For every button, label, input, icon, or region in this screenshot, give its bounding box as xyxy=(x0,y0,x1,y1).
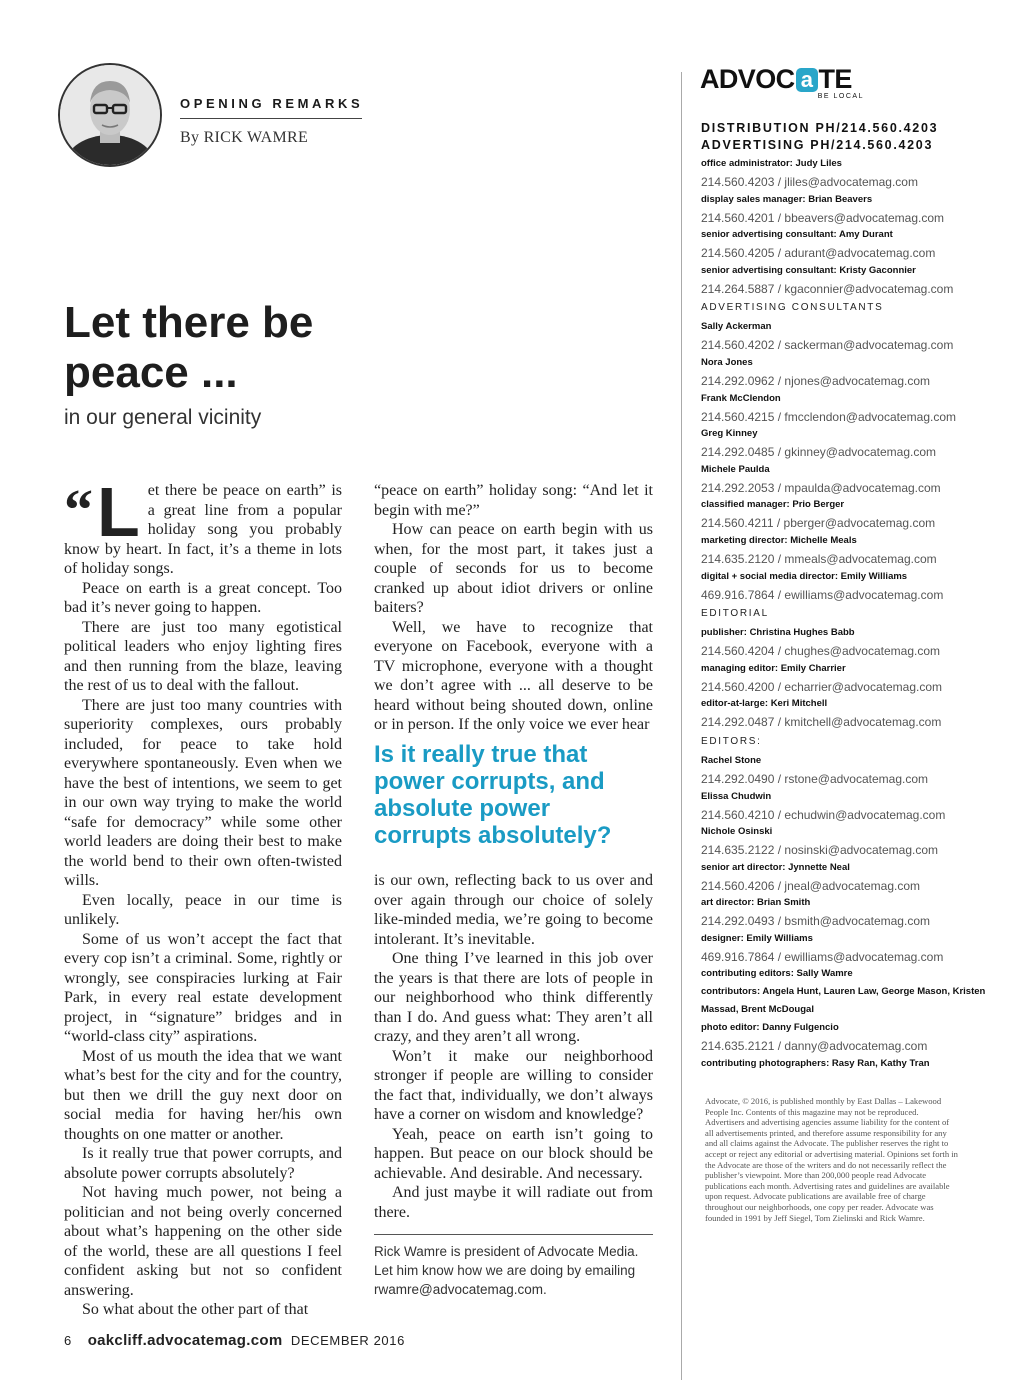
page-number: 6 xyxy=(64,1333,72,1348)
photo-editor: photo editor: Danny Fulgencio xyxy=(701,1022,839,1034)
section-divider xyxy=(180,118,362,119)
pull-quote: Is it really true that power corrupts, and absolute power corrupts absolutely? xyxy=(374,741,612,849)
paragraph: is our own, reflecting back to us over and over again through our choice of solely like-minded media, we’re going to become intolerant. It’s inevitable. xyxy=(374,872,653,948)
staff-contact[interactable]: 214.560.4204 / chughes@advocatemag.com xyxy=(701,644,941,659)
staff-name: classified manager: Prio Berger xyxy=(701,499,845,511)
staff-contact[interactable]: 214.292.0487 / kmitchell@advocatemag.com xyxy=(701,715,942,730)
staff-contact[interactable]: 214.264.5887 / kgaconnier@advocatemag.com xyxy=(701,281,954,296)
distribution-phone: DISTRIBUTION PH/214.560.4203 xyxy=(701,121,939,135)
paragraph: So what about the other part of that xyxy=(82,1301,309,1318)
staff-name: Sally Ackerman xyxy=(701,321,772,333)
section-label: OPENING REMARKS xyxy=(180,96,364,111)
article-column-2 xyxy=(374,481,653,735)
staff-name: office administrator: Judy Liles xyxy=(701,158,842,169)
staff-contact[interactable]: 214.560.4202 / sackerman@advocatemag.com xyxy=(701,338,954,353)
staff-contact[interactable]: 214.560.4200 / echarrier@advocatemag.com xyxy=(701,679,942,694)
author-photo xyxy=(58,63,162,167)
phone-numbers xyxy=(701,120,938,154)
staff-contact[interactable]: 469.916.7864 / ewilliams@advocatemag.com xyxy=(701,587,944,602)
page-footer xyxy=(64,1332,405,1350)
paragraph: And just maybe it will radiate out from there. xyxy=(374,1184,653,1221)
paragraph: Not having much power, not being a politician and not being overly concerned about what’s happening on the other side of the world, these are all questions I feel confident asking but not so confident answering. xyxy=(64,1184,342,1299)
staff-name: managing editor: Emily Charrier xyxy=(701,662,846,674)
paragraph: How can peace on earth begin with us when, for the most part, it takes just a couple of seconds for us to become cranked up about idiot drivers or online baiters? xyxy=(374,521,653,616)
masthead-divider xyxy=(681,72,682,1380)
paragraph: Most of us mouth the idea that we want what’s best for the city and for the country, but then we drill the guy next door on social media for having her/his own thoughts on one matter or another. xyxy=(64,1047,342,1143)
staff-name: senior art director: Jynnette Neal xyxy=(701,861,850,873)
staff-name: Nichole Osinski xyxy=(701,826,773,838)
paragraph: Yeah, peace on earth isn’t going to happen. But peace on our block should be achievable. And desirable. And necessary. xyxy=(374,1125,653,1182)
paragraph: One thing I’ve learned in this job over the years is that there are lots of people in our neighborhood who think differently than I do. And guess what: They aren’t all crazy, and they aren’t all wrong. xyxy=(374,950,653,1045)
issue-date: DECEMBER 2016 xyxy=(290,1333,405,1348)
staff-contact[interactable]: 214.635.2120 / mmeals@advocatemag.com xyxy=(701,551,937,566)
staff-name: art director: Brian Smith xyxy=(701,897,811,909)
logo-tagline: BE LOCAL xyxy=(817,93,864,100)
headline-line-2: peace ... xyxy=(64,348,238,397)
paragraph: Some of us won’t accept the fact that every cop isn’t a criminal. Some, rightly or wrongly, see conspiracies lurking at Fair Park, in every real estate development project, in “signature” bridges and in “world-class city” aspirations. xyxy=(64,930,342,1045)
headline-line-1: Let there be xyxy=(64,298,314,347)
paragraph: Even locally, peace in our time is unlikely. xyxy=(64,891,342,928)
paragraph: “peace on earth” holiday song: “And let it begin with me?” xyxy=(374,482,653,519)
article-column-2-continued xyxy=(374,871,653,1222)
site-url[interactable]: oakcliff.advocatemag.com xyxy=(87,1332,283,1349)
drop-cap: L xyxy=(97,473,140,551)
staff-contact[interactable]: 214.560.4215 / fmcclendon@advocatemag.com xyxy=(701,409,957,424)
staff-contact[interactable]: 214.560.4210 / echudwin@advocatemag.com xyxy=(701,807,946,822)
advertising-phone: ADVERTISING PH/214.560.4203 xyxy=(701,138,934,152)
staff-name: Nora Jones xyxy=(701,356,753,368)
staff-contact[interactable]: 214.560.4205 / adurant@advocatemag.com xyxy=(701,246,936,261)
staff-contact[interactable]: 214.292.0485 / gkinney@advocatemag.com xyxy=(701,445,937,460)
staff-name: designer: Emily Williams xyxy=(701,932,813,944)
staff-name: editor-at-large: Keri Mitchell xyxy=(701,698,828,710)
paragraph: Peace on earth is a great concept. Too bad it’s never going to happen. xyxy=(64,579,342,616)
legal-notice: Advocate, © 2016, is published monthly by East Dallas – Lakewood People Inc. Contents of this magazine may not be reproduced. Advertisers and advertising agencies assume liability for the content of all advertisements printed, and therefore assume responsibility for any and all claims against the Advocate. The publisher reserves the right to accept or reject any editorial or advertising material. Opinions set forth in the Advocate are those of the writers and do not necessarily reflect the publisher’s viewpoint. More than 200,000 people read Advocate publications each month. Advertising rates and guidelines are available upon request. Advocate publications are available free of charge throughout our neighborhoods, one copy per reader. Advocate was founded in 1991 by Jeff Siegel, Tom Zielinski and Rick Wamre. xyxy=(705,1096,958,1223)
subheadline: in our general vicinity xyxy=(64,406,262,429)
byline: By RICK WAMRE xyxy=(180,129,309,146)
editorial-list xyxy=(701,624,991,731)
paragraph: There are just too many countries with superiority complexes, ours probably included, for peace to take hold everywhere spontaneously. Even when we have the best of intentions, we seem to get in our own way trying to make the world “safe for democracy” while some other world leaders are doing their best to make the world bend to their own often-twisted wills. xyxy=(64,696,342,889)
staff-name: digital + social media director: Emily Williams xyxy=(701,570,908,582)
editors-header: EDITORS: xyxy=(701,735,762,747)
headline xyxy=(64,298,394,398)
staff-contact[interactable]: 214.292.0490 / rstone@advocatemag.com xyxy=(701,771,928,786)
staff-name: display sales manager: Brian Beavers xyxy=(701,193,873,205)
staff-contact[interactable]: 214.560.4201 / bbeavers@advocatemag.com xyxy=(701,210,945,225)
drop-quote-mark: “ xyxy=(64,477,93,542)
staff-contact[interactable]: 214.635.2122 / nosinski@advocatemag.com xyxy=(701,843,938,858)
staff-contact[interactable]: 214.560.4211 / pberger@advocatemag.com xyxy=(701,516,936,531)
staff-contact[interactable]: 214.292.0962 / njones@advocatemag.com xyxy=(701,373,931,388)
staff-directory xyxy=(701,155,991,1073)
staff-contact[interactable]: 469.916.7864 / ewilliams@advocatemag.com xyxy=(701,949,944,964)
staff-contact[interactable]: 214.560.4206 / jneal@advocatemag.com xyxy=(701,878,920,893)
staff-name: Greg Kinney xyxy=(701,428,758,440)
bio-divider xyxy=(374,1234,653,1235)
staff-contact[interactable]: 214.560.4203 / jliles@advocatemag.com xyxy=(701,175,918,189)
paragraph: et there be peace on earth” is a great line from a popular holiday song you probably know by heart. In fact, it’s a theme in lots of holiday songs. xyxy=(64,482,342,577)
staff-top-list xyxy=(701,155,991,297)
consultants-header: ADVERTISING CONSULTANTS xyxy=(701,302,884,314)
photo-editor-contact[interactable]: 214.635.2121 / danny@advocatemag.com xyxy=(701,1039,928,1054)
staff-name: publisher: Christina Hughes Babb xyxy=(701,627,855,639)
logo-wordmark: ADVOC a TE xyxy=(700,64,852,94)
staff-name: Michele Paulda xyxy=(701,463,770,475)
staff-name: senior advertising consultant: Kristy Gaconnier xyxy=(701,264,916,276)
author-portrait-icon xyxy=(60,65,160,165)
staff-contact[interactable]: 214.292.0493 / bsmith@advocatemag.com xyxy=(701,914,930,929)
staff-name: marketing director: Michelle Meals xyxy=(701,534,857,546)
paragraph: There are just too many egotistical political leaders who enjoy lighting fires and then running from the blaze, leaving the rest of us to deal with the fallout. xyxy=(64,618,342,694)
consultants-list xyxy=(701,318,991,496)
article-column-1 xyxy=(64,473,342,1320)
staff-mid-list xyxy=(701,496,991,603)
advocate-logo xyxy=(700,64,864,100)
art-list xyxy=(701,859,991,966)
contributing-editors: contributing editors: Sally Wamre xyxy=(701,968,853,980)
staff-name: Frank McClendon xyxy=(701,392,781,404)
staff-name: senior advertising consultant: Amy Durant xyxy=(701,229,893,241)
staff-contact[interactable]: 214.292.2053 / mpaulda@advocatemag.com xyxy=(701,480,941,495)
contributors: contributors: Angela Hunt, Lauren Law, George Mason, Kristen Massad, Brent McDougal xyxy=(701,986,986,1016)
staff-name: Elissa Chudwin xyxy=(701,790,772,802)
author-bio: Rick Wamre is president of Advocate Media. Let him know how we are doing by emailing rwamre@advocatemag.com. xyxy=(374,1244,639,1297)
paragraph: Well, we have to recognize that everyone on Facebook, everyone with a TV microphone, everyone with a thought we don’t agree with ... all deserve to be heard without being shouted down, online or in person. If the only voice we ever hear xyxy=(374,618,653,733)
contributing-photographers: contributing photographers: Rasy Ran, Kathy Tran xyxy=(701,1058,930,1070)
logo-a-badge-icon: a xyxy=(796,68,818,92)
paragraph: Is it really true that power corrupts, and absolute power corrupts absolutely? xyxy=(64,1145,342,1182)
paragraph: Won’t it make our neighborhood stronger if people are willing to consider the fact that, individually, we don’t always have a corner on wisdom and knowledge? xyxy=(374,1047,653,1123)
staff-name: Rachel Stone xyxy=(701,754,762,766)
editors-list xyxy=(701,752,991,859)
editorial-header: EDITORIAL xyxy=(701,608,769,620)
